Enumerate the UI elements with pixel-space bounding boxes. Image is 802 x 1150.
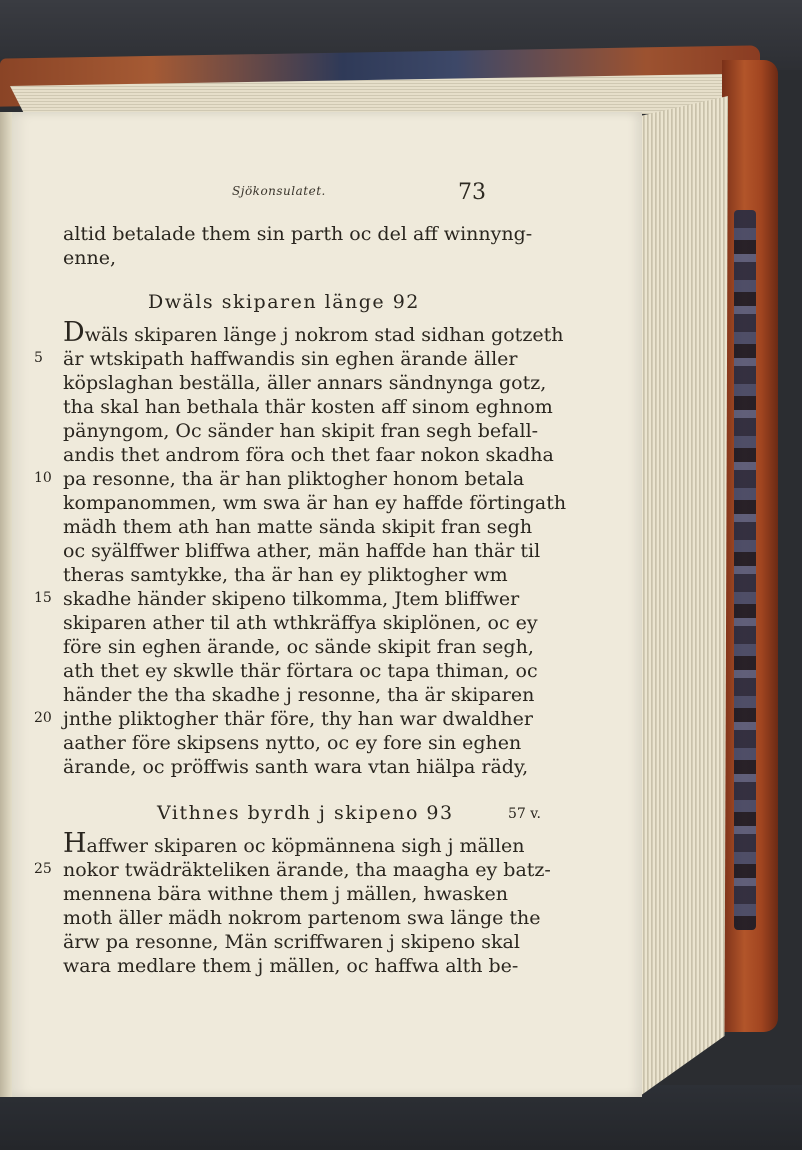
text-line: mädh them ath han matte sända skipit fran segh bbox=[63, 516, 533, 538]
section-heading: Dwäls skiparen länge 92 bbox=[148, 291, 420, 313]
text-line: wara medlare them j mällen, oc haffwa alth be- bbox=[63, 955, 519, 977]
text-line: händer the tha skadhe j resonne, tha är skiparen bbox=[63, 684, 535, 706]
page-stack-right bbox=[640, 96, 728, 1096]
text-segment: wäls skiparen länge j nokrom stad sidhan gotzeth bbox=[84, 324, 564, 346]
text-segment: affwer skiparen oc köpmännena sigh j mällen bbox=[86, 835, 525, 857]
text-line bbox=[63, 828, 525, 859]
text-line: mennena bära withne them j mällen, hwasken bbox=[63, 883, 508, 905]
text-line: enne, bbox=[63, 247, 117, 269]
text-line: ärande, oc pröffwis santh wara vtan hiälpa rädy, bbox=[63, 756, 529, 778]
line-number: 25 bbox=[34, 861, 52, 877]
text-line: theras samtykke, tha är han ey pliktogher wm bbox=[63, 564, 508, 586]
text-line: aather före skipsens nytto, oc ey fore sin eghen bbox=[63, 732, 522, 754]
line-number: 5 bbox=[34, 350, 43, 366]
line-number: 10 bbox=[34, 470, 52, 486]
margin-note: 57 v. bbox=[508, 806, 541, 822]
text-line: kompanommen, wm swa är han ey haffde förtingath bbox=[63, 492, 567, 514]
text-line: köpslaghan beställa, äller annars sändnynga gotz, bbox=[63, 372, 547, 394]
text-line: tha skal han bethala thär kosten aff sinom eghnom bbox=[63, 396, 553, 418]
text-line: pänyngom, Oc sänder han skipit fran segh befall- bbox=[63, 420, 539, 442]
drop-cap: D bbox=[63, 317, 85, 348]
running-head: Sjökonsulatet. bbox=[232, 184, 326, 198]
book-cover-spine bbox=[722, 60, 778, 1032]
section-heading: Vithnes byrdh j skipeno 93 bbox=[157, 802, 454, 824]
text-line: moth äller mädh nokrom partenom swa länge the bbox=[63, 907, 541, 929]
text-line: skadhe händer skipeno tilkomma, Jtem bliffwer bbox=[63, 588, 520, 610]
text-line: skiparen ather til ath wthkräffya skiplönen, oc ey bbox=[63, 612, 538, 634]
text-line: ärw pa resonne, Män scriffwaren j skipeno skal bbox=[63, 931, 520, 953]
text-line bbox=[63, 317, 564, 348]
text-line: jnthe pliktogher thär före, thy han war dwaldher bbox=[63, 708, 533, 730]
text-line: altid betalade them sin parth oc del aff winnyng- bbox=[63, 223, 533, 245]
text-line: före sin eghen ärande, oc sände skipit fran segh, bbox=[63, 636, 534, 658]
drop-cap: H bbox=[63, 828, 87, 859]
text-line: oc syälffwer bliffwa ather, män haffde han thär til bbox=[63, 540, 541, 562]
marbled-edge bbox=[734, 210, 756, 930]
line-number: 20 bbox=[34, 710, 52, 726]
text-line: pa resonne, tha är han pliktogher honom betala bbox=[63, 468, 525, 490]
text-line: nokor twädräkteliken ärande, tha maagha ey batz- bbox=[63, 859, 551, 881]
text-line: är wtskipath haffwandis sin eghen ärande äller bbox=[63, 348, 518, 370]
page-number: 73 bbox=[458, 180, 486, 205]
text-line: andis thet androm föra och thet faar nokon skadha bbox=[63, 444, 554, 466]
line-number: 15 bbox=[34, 590, 52, 606]
text-line: ath thet ey skwlle thär förtara oc tapa thiman, oc bbox=[63, 660, 538, 682]
